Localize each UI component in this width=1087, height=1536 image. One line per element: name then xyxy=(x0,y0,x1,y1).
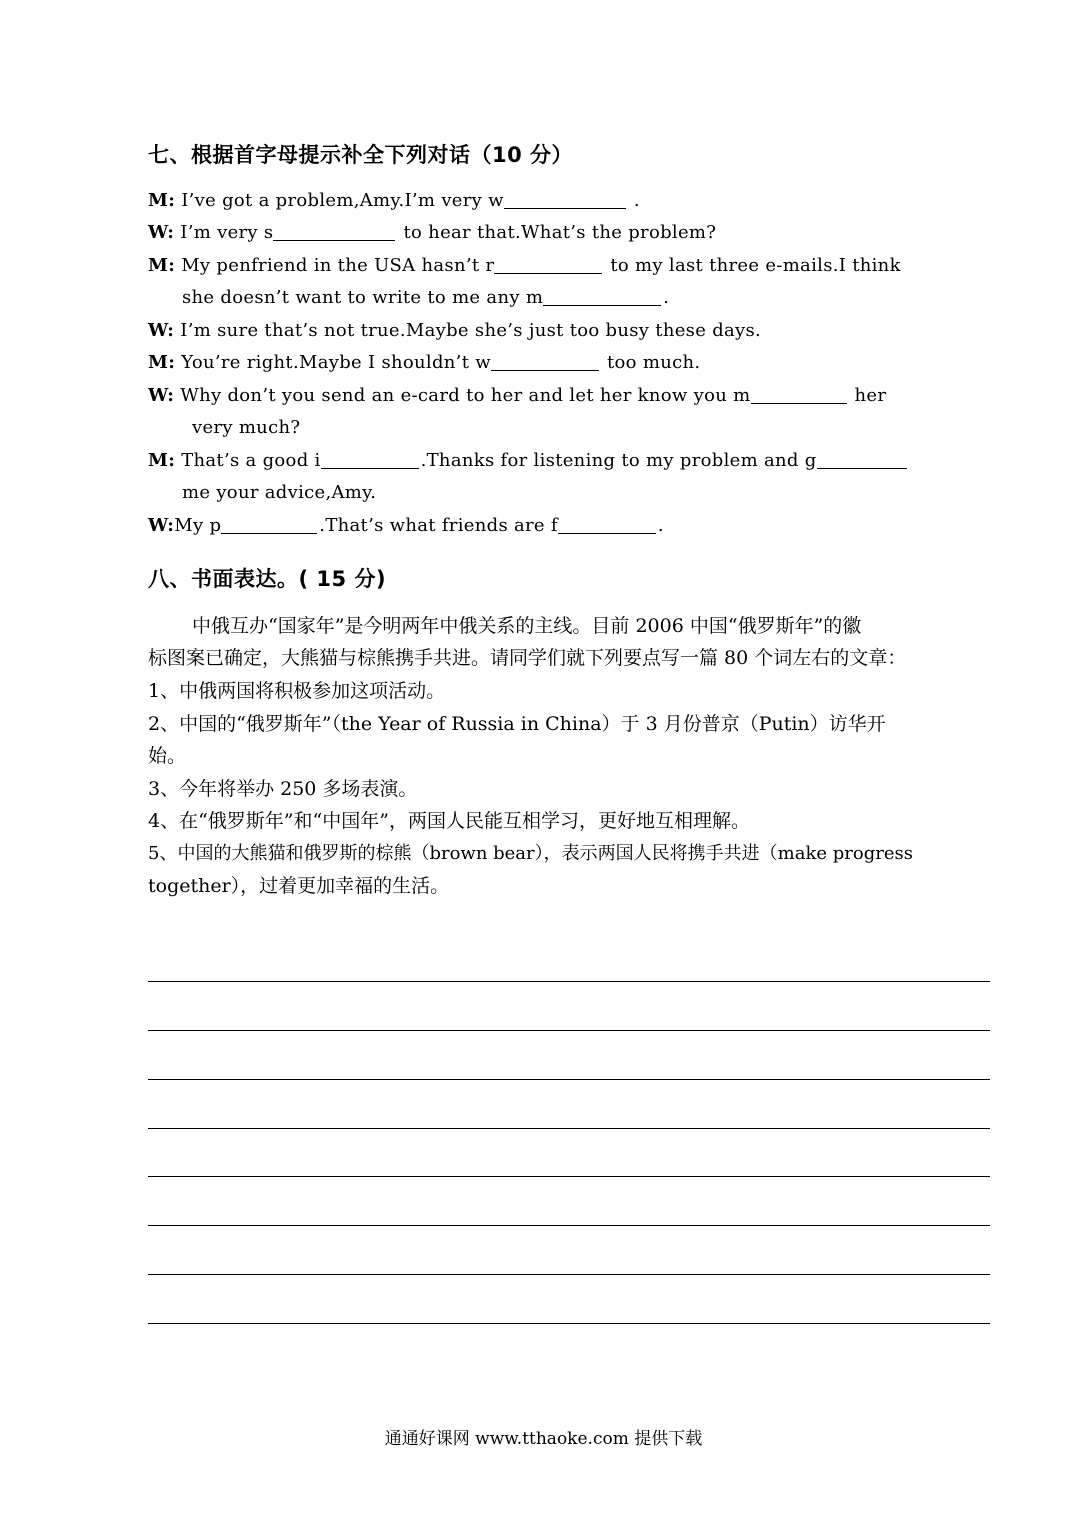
dialogue-text: I’m sure that’s not true.Maybe she’s just too busy these days. xyxy=(180,320,762,341)
prompt-point: 1、中俄两国将积极参加这项活动。 xyxy=(148,680,446,702)
dialogue-line xyxy=(182,287,669,308)
dialogue-text: to hear that.What’s the problem? xyxy=(397,222,717,243)
writing-line[interactable] xyxy=(148,1176,990,1177)
dialogue-text: too much. xyxy=(600,352,701,373)
speaker-label: W: xyxy=(148,385,175,406)
prompt-point: together），过着更加幸福的生活。 xyxy=(148,875,450,897)
answer-blank[interactable] xyxy=(543,287,661,306)
dialogue-line xyxy=(148,385,886,406)
speaker-label: W: xyxy=(148,320,175,341)
dialogue-text: My penfriend in the USA hasn’t r xyxy=(181,255,495,276)
dialogue-line xyxy=(148,320,761,341)
dialogue-line xyxy=(148,450,909,471)
dialogue-text: very much? xyxy=(192,417,301,438)
prompt-point: 5、中国的大熊猫和俄罗斯的棕熊（brown bear），表示两国人民将携手共进（make progress xyxy=(148,843,913,864)
answer-blank[interactable] xyxy=(273,222,395,241)
writing-line[interactable] xyxy=(148,1030,990,1031)
speaker-label: M: xyxy=(148,352,176,373)
dialogue-line xyxy=(148,190,640,211)
dialogue-text: she doesn’t want to write to me any m xyxy=(182,287,544,308)
writing-line[interactable] xyxy=(148,1079,990,1080)
writing-line[interactable] xyxy=(148,1274,990,1275)
dialogue-text: . xyxy=(627,190,640,211)
prompt-paragraph: 标图案已确定，大熊猫与棕熊携手共进。请同学们就下列要点写一篇 80 个词左右的文章： xyxy=(148,647,907,669)
section-8-heading: 八、书面表达。( 15 分) xyxy=(148,567,387,591)
dialogue-text: . xyxy=(663,287,670,308)
dialogue-text: . xyxy=(657,515,664,536)
writing-line[interactable] xyxy=(148,1225,990,1226)
answer-blank[interactable] xyxy=(558,515,656,534)
dialogue-text: I’ve got a problem,Amy.I’m very w xyxy=(181,190,504,211)
prompt-point: 4、在“俄罗斯年”和“中国年”，两国人民能互相学习，更好地互相理解。 xyxy=(148,810,750,832)
dialogue-line xyxy=(182,482,376,503)
dialogue-text: .That’s what friends are f xyxy=(319,515,558,536)
writing-line[interactable] xyxy=(148,1128,990,1129)
dialogue-text: Why don’t you send an e-card to her and let her know you m xyxy=(180,385,751,406)
page-footer: 通通好课网 www.tthaoke.com 提供下载 xyxy=(384,1429,703,1449)
dialogue-text: I’m very s xyxy=(180,222,274,243)
answer-blank[interactable] xyxy=(494,255,602,274)
answer-blank[interactable] xyxy=(321,450,419,469)
answer-blank[interactable] xyxy=(751,385,847,404)
speaker-label: W: xyxy=(148,515,175,536)
dialogue-line xyxy=(148,515,664,536)
dialogue-text: .Thanks for listening to my problem and g xyxy=(420,450,817,471)
answer-blank[interactable] xyxy=(491,352,599,371)
dialogue-text: me your advice,Amy. xyxy=(182,482,377,503)
dialogue-line xyxy=(148,222,716,243)
dialogue-text: You’re right.Maybe I shouldn’t w xyxy=(181,352,491,373)
answer-blank[interactable] xyxy=(504,190,626,209)
prompt-point: 始。 xyxy=(148,745,187,767)
dialogue-line xyxy=(192,417,300,438)
dialogue-text: That’s a good i xyxy=(181,450,321,471)
speaker-label: M: xyxy=(148,255,176,276)
speaker-label: M: xyxy=(148,190,176,211)
section-7-heading: 七、根据首字母提示补全下列对话（10 分） xyxy=(148,143,574,167)
writing-line[interactable] xyxy=(148,981,990,982)
dialogue-text: her xyxy=(848,385,887,406)
dialogue-text: to my last three e-mails.I think xyxy=(604,255,901,276)
dialogue-line xyxy=(148,352,700,373)
prompt-paragraph: 中俄互办“国家年”是今明两年中俄关系的主线。目前 2006 中国“俄罗斯年”的徽 xyxy=(192,615,862,637)
answer-blank[interactable] xyxy=(817,450,907,469)
answer-blank[interactable] xyxy=(221,515,317,534)
prompt-point: 2、中国的“俄罗斯年”（the Year of Russia in China）于 3 月份普京（Putin）访华开 xyxy=(148,713,886,735)
speaker-label: W: xyxy=(148,222,175,243)
dialogue-text: My p xyxy=(174,515,222,536)
writing-line[interactable] xyxy=(148,1323,990,1324)
dialogue-line xyxy=(148,255,901,276)
speaker-label: M: xyxy=(148,450,176,471)
prompt-point: 3、今年将举办 250 多场表演。 xyxy=(148,778,418,800)
